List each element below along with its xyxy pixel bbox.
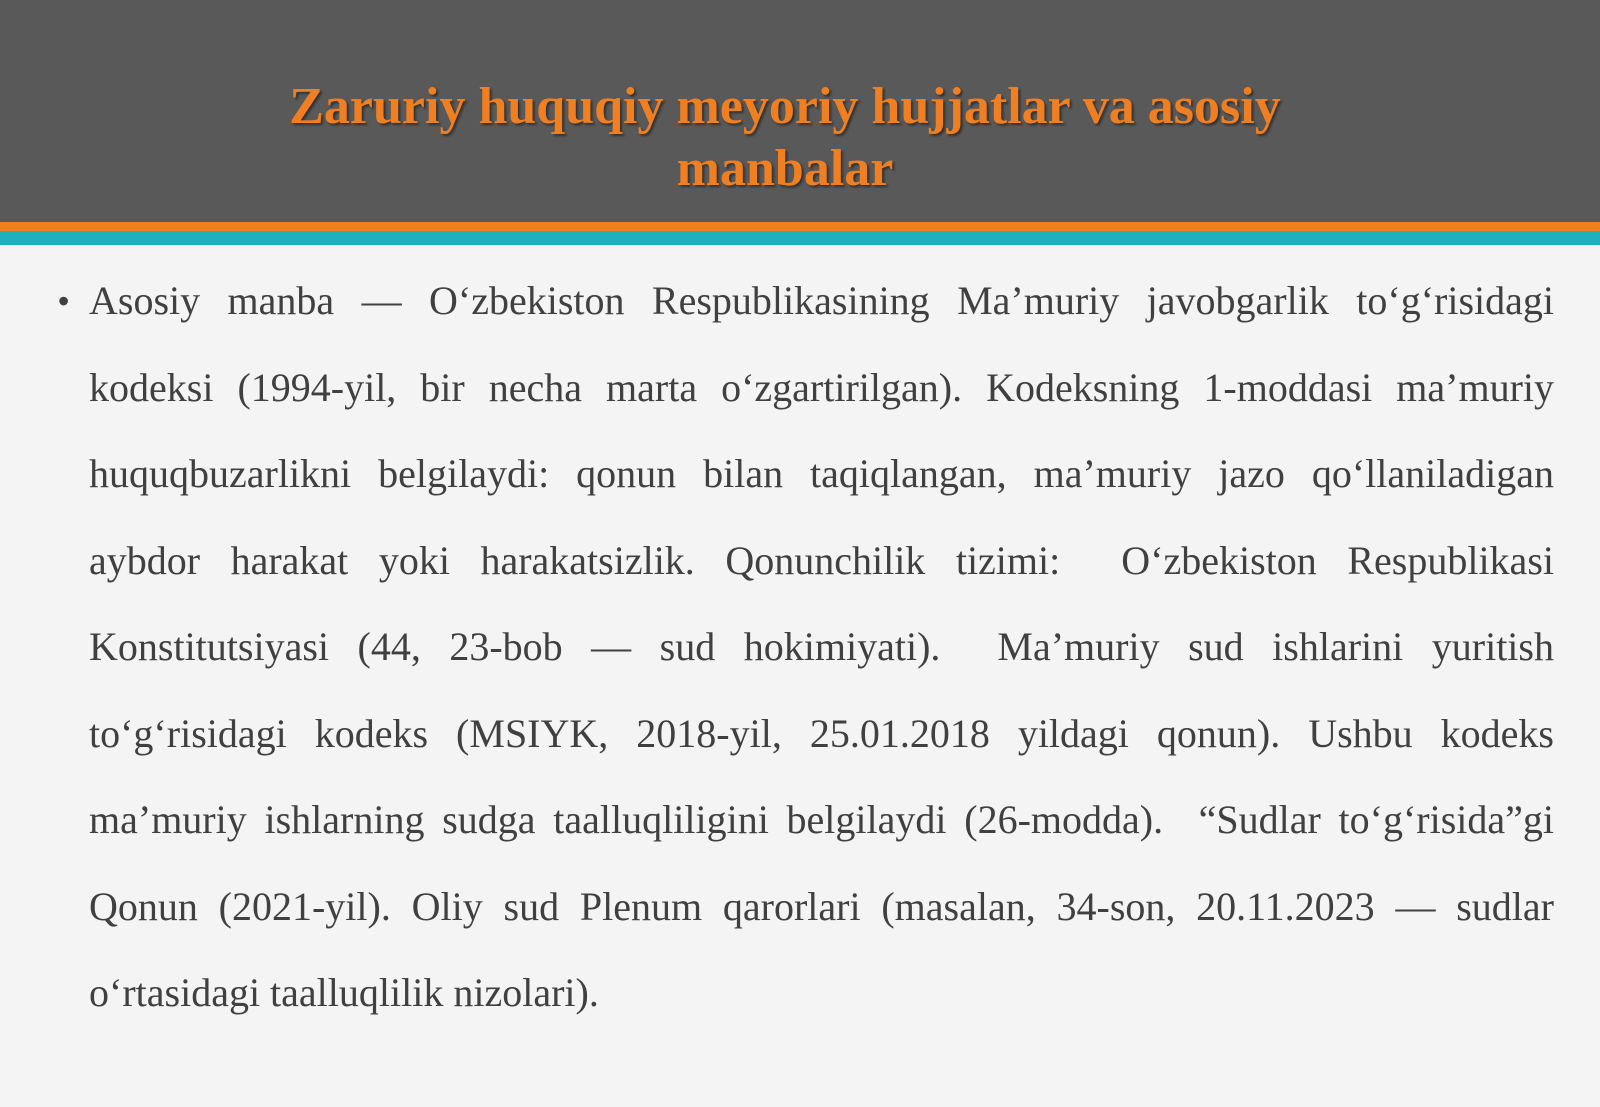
bullet-text: Asosiy manba — O‘zbekiston Respublikasining Ma’muriy javobgarlik to‘g‘risidagi kodeksi (1994-yil, bir necha marta o‘zgartirilgan). Kodeksning 1-moddasi ma’muriy huquqbuzarlikni belgilaydi: qonun bilan taqiqlangan, ma’muriy jazo qo‘llaniladigan aybdor harakat yoki harakatsizlik. Qonunchilik tizimi: O‘zbekiston Respublikasi Konstitutsiyasi (44, 23-bob — sud hokimiyati). Ma’muriy sud ishlarini yuritish to‘g‘risidagi kodeks (MSIYK, 2018-yil, 25.01.2018 yildagi qonun). Ushbu kodeks ma’muriy ishlarning sudga taalluqliligini belgilaydi (26-modda). “Sudlar to‘g‘risida”gi Qonun (2021-yil). Oliy sud Plenum qarorlari (masalan, 34-son, 20.11.2023 — sudlar o‘rtasidagi taalluqlilik nizolari). — [89, 278, 1564, 1015]
bullet-list — [58, 258, 1564, 1037]
slide-title: Zaruriy huquqiy meyoriy hujjatlar va asosiy manbalar — [289, 78, 1281, 197]
accent-stripe-teal — [0, 231, 1600, 245]
accent-stripe-orange — [0, 222, 1600, 231]
bullet-item — [58, 258, 1564, 1037]
bullet-dot-icon: • — [58, 283, 70, 319]
